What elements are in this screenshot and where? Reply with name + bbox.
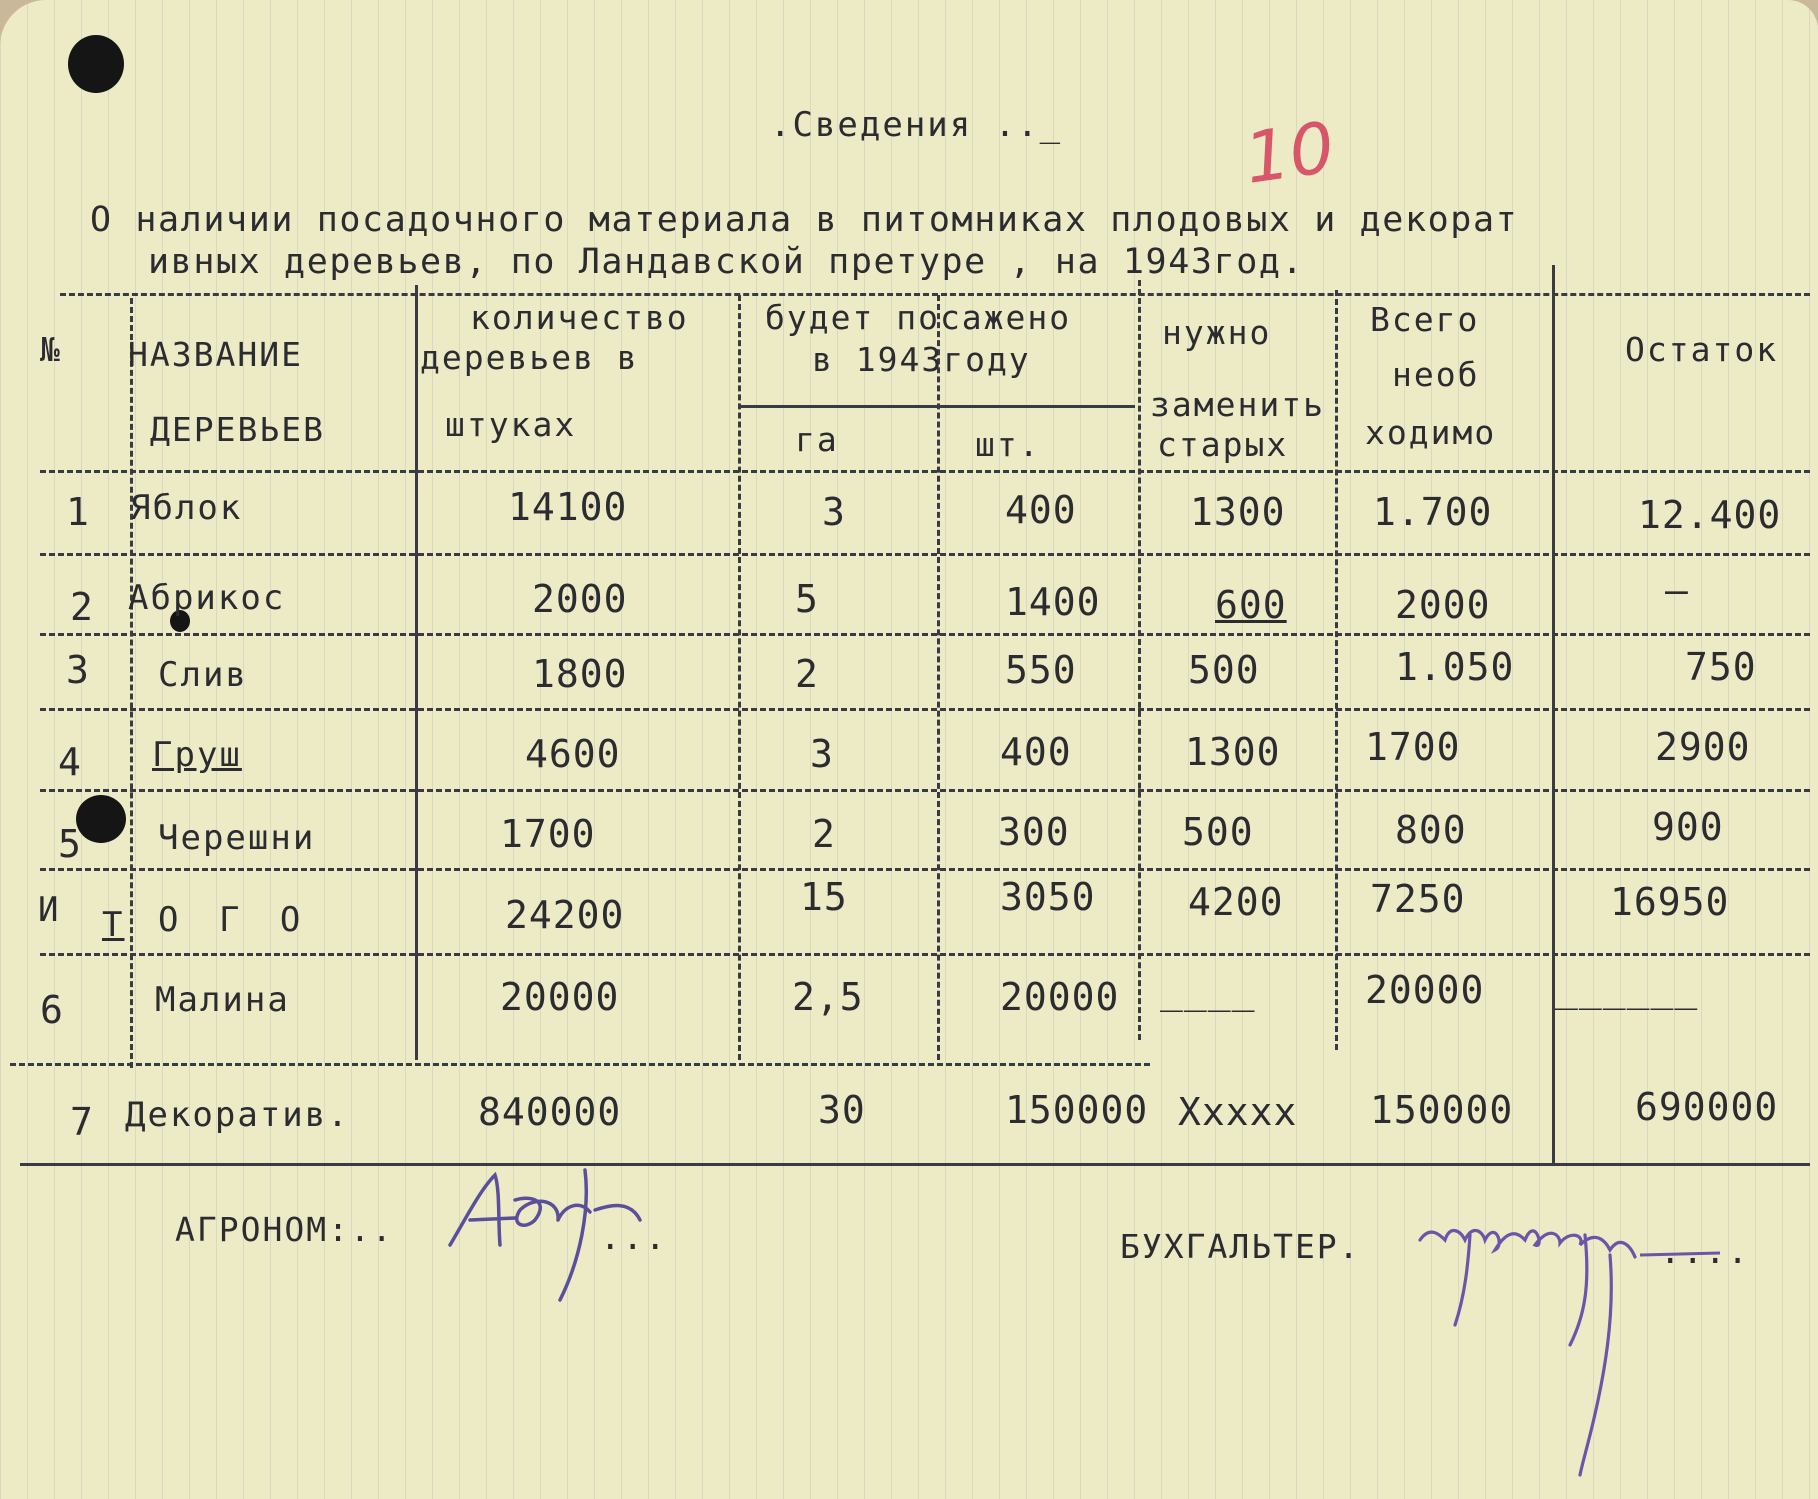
- signature-dots: ...: [600, 1218, 668, 1258]
- row-no: 1: [66, 490, 90, 534]
- row-rest: 900: [1652, 805, 1724, 849]
- row-rule: [40, 553, 1810, 556]
- row-rest: 2900: [1655, 725, 1751, 769]
- row-rest: 690000: [1635, 1085, 1779, 1129]
- row-rule: [40, 708, 1810, 711]
- row-no: 6: [40, 988, 64, 1032]
- row-rule: [10, 1063, 1150, 1066]
- total-qty: 24200: [505, 893, 625, 937]
- row-pcs: 300: [998, 810, 1070, 854]
- total-label: О Г О: [158, 900, 311, 940]
- header-qty: деревьев в: [420, 338, 639, 377]
- row-no: 5: [58, 822, 82, 866]
- row-pcs: 550: [1005, 648, 1077, 692]
- subtitle-line-1: О наличии посадочного материала в питомниках плодовых и декорат: [90, 200, 1519, 240]
- row-total: 1.050: [1395, 645, 1515, 689]
- row-ha: 3: [810, 732, 834, 776]
- table-top-rule: [60, 293, 1810, 296]
- row-pcs: 1400: [1005, 580, 1101, 624]
- row-rule: [40, 633, 1810, 636]
- row-total: 1.700: [1373, 490, 1493, 534]
- row-ha: 5: [795, 577, 819, 621]
- row-rule: [40, 868, 1810, 871]
- row-ha: 30: [818, 1088, 866, 1132]
- row-pcs: 150000: [1005, 1088, 1149, 1132]
- row-qty: 840000: [478, 1090, 622, 1134]
- row-replace: Xxxxx: [1178, 1090, 1298, 1134]
- row-name: Черешни: [158, 818, 316, 858]
- column-divider: [738, 295, 741, 1060]
- subtitle-line-2: ивных деревьев, по Ландавской претуре , на 1943год.: [148, 242, 1305, 282]
- header-name: ДЕРЕВЬЕВ: [150, 410, 325, 449]
- row-replace: ____: [1160, 968, 1256, 1012]
- column-divider: [1552, 265, 1555, 1165]
- header-rest: Остаток: [1625, 330, 1779, 369]
- row-rule: [40, 953, 1810, 956]
- row-no: 7: [70, 1100, 94, 1144]
- punch-hole: [68, 35, 124, 93]
- row-qty: 1700: [500, 812, 596, 856]
- row-rest: 750: [1685, 645, 1757, 689]
- header-replace: старых: [1157, 425, 1289, 464]
- row-name: Декоратив.: [125, 1095, 350, 1135]
- row-total: 150000: [1370, 1088, 1514, 1132]
- header-pcs: шт.: [975, 425, 1041, 464]
- signature-dots: ....: [1660, 1232, 1750, 1272]
- agronom-label: АГРОНОМ:..: [175, 1210, 394, 1249]
- row-qty: 20000: [500, 975, 620, 1019]
- row-name: Малина: [155, 980, 290, 1020]
- header-qty: количество: [470, 298, 689, 337]
- header-total: Всего: [1370, 300, 1480, 339]
- row-ha: 2: [812, 812, 836, 856]
- row-qty: 2000: [532, 577, 628, 621]
- row-rest: ______: [1555, 966, 1699, 1010]
- buh-label: БУХГАЛЬТЕР.: [1120, 1227, 1361, 1266]
- row-pcs: 400: [1005, 488, 1077, 532]
- row-rest: 12.400: [1638, 493, 1782, 537]
- header-ha: га: [795, 420, 839, 459]
- punch-hole: [76, 795, 126, 843]
- column-divider: [415, 285, 418, 1060]
- row-name: Абрикос: [128, 578, 286, 618]
- header-replace: заменить: [1150, 385, 1325, 424]
- row-no: 2: [70, 585, 94, 629]
- row-replace: 600: [1215, 583, 1287, 627]
- header-replace: нужно: [1162, 313, 1272, 352]
- row-total: 800: [1395, 808, 1467, 852]
- row-replace: 1300: [1185, 730, 1281, 774]
- header-qty: штуках: [445, 405, 577, 444]
- column-divider: [1138, 280, 1141, 1040]
- row-replace: 1300: [1190, 490, 1286, 534]
- row-name: Яблок: [130, 488, 243, 528]
- total-replace: 4200: [1188, 880, 1284, 924]
- header-planted: будет посажено: [765, 298, 1072, 337]
- row-total: 20000: [1365, 968, 1485, 1012]
- total-label: И: [38, 890, 61, 930]
- row-qty: 1800: [532, 652, 628, 696]
- column-divider: [1335, 290, 1338, 1050]
- buh-signature: [1410, 1195, 1730, 1495]
- total-total: 7250: [1370, 877, 1466, 921]
- row-name: Слив: [158, 655, 248, 695]
- row-no: 4: [58, 740, 82, 784]
- table-bottom-rule: [20, 1163, 1810, 1166]
- row-rule: [40, 789, 1810, 792]
- row-ha: 2,5: [792, 975, 864, 1019]
- row-name: Груш: [152, 735, 242, 775]
- row-replace: 500: [1182, 810, 1254, 854]
- row-total: 1700: [1365, 725, 1461, 769]
- row-ha: 3: [822, 490, 846, 534]
- document-title: .Сведения .._: [770, 105, 1063, 145]
- total-label: Т: [102, 905, 125, 945]
- row-pcs: 400: [1000, 730, 1072, 774]
- red-page-number: 10: [1239, 106, 1340, 200]
- row-replace: 500: [1188, 648, 1260, 692]
- total-pcs: 3050: [1000, 875, 1096, 919]
- header-bottom-rule: [40, 470, 1810, 473]
- agronom-signature: [440, 1150, 670, 1310]
- row-pcs: 20000: [1000, 975, 1120, 1019]
- row-ha: 2: [795, 652, 819, 696]
- column-divider: [130, 298, 133, 1068]
- header-no: №: [40, 330, 62, 369]
- row-rest: —: [1665, 568, 1689, 612]
- total-rest: 16950: [1610, 880, 1730, 924]
- row-qty: 14100: [508, 485, 628, 529]
- header-name: НАЗВАНИЕ: [128, 335, 303, 374]
- column-divider: [937, 295, 940, 1060]
- row-qty: 4600: [525, 732, 621, 776]
- row-no: 3: [66, 648, 90, 692]
- header-total: необ: [1392, 355, 1480, 394]
- total-ha: 15: [800, 875, 848, 919]
- header-planted: в 1943году: [812, 340, 1031, 379]
- row-total: 2000: [1395, 583, 1491, 627]
- header-total: ходимо: [1365, 413, 1497, 452]
